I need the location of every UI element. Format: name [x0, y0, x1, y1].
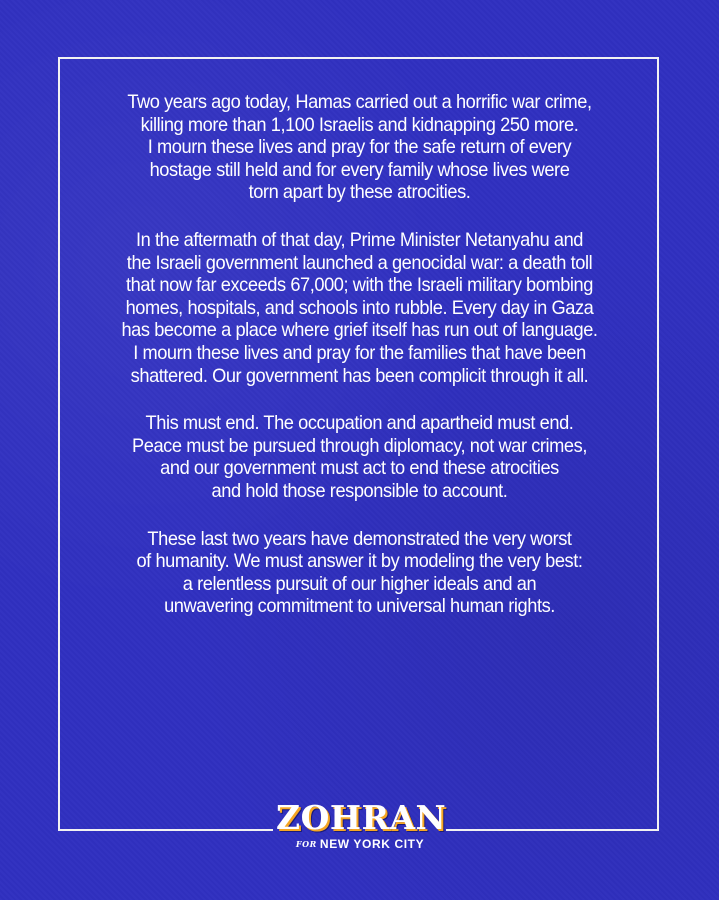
logo-tagline — [276, 837, 444, 851]
paragraph-line: and hold those responsible to account. — [211, 480, 508, 502]
paragraph-line: Two years ago today, Hamas carried out a horrific war crime, — [127, 92, 592, 113]
paragraph-line: unwavering commitment to universal human rights. — [164, 596, 555, 618]
paragraph-line: homes, hospitals, and schools into rubble. Every day in Gaza — [125, 297, 594, 319]
paragraph-line: Peace must be pursued through diplomacy, not war crimes, — [132, 435, 587, 457]
paragraph-line: has become a place where grief itself has run out of language. — [121, 320, 598, 342]
paragraph-4 — [84, 529, 634, 619]
paragraph-1 — [84, 92, 634, 205]
statement-body — [70, 92, 649, 644]
paragraph-line: killing more than 1,100 Israelis and kidnapping 250 more. — [140, 114, 579, 136]
logo-city: NEW YORK CITY — [319, 837, 425, 851]
paragraph-line: of humanity. We must answer it by modeling the very best: — [136, 551, 583, 573]
paragraph-line: that now far exceeds 67,000; with the Israeli military bombing — [126, 275, 593, 297]
logo-for-text: FOR — [295, 839, 317, 849]
frame-bottom-left-rule — [58, 829, 273, 831]
campaign-logo — [276, 798, 447, 861]
paragraph-line: shattered. Our government has been complicit through it all. — [130, 365, 589, 387]
paragraph-line: I mourn these lives and pray for the safe return of every — [147, 137, 572, 159]
frame-bottom-right-rule — [446, 829, 659, 831]
paragraph-3 — [84, 413, 634, 503]
paragraph-line: a relentless pursuit of our higher ideals and an — [182, 573, 537, 595]
paragraph-line: I mourn these lives and pray for the families that have been — [133, 342, 586, 364]
paragraph-line: This must end. The occupation and apartheid must end. — [145, 413, 574, 435]
paragraph-2 — [84, 230, 634, 388]
logo-name: ZOHRAN — [276, 798, 447, 837]
paragraph-line: In the aftermath of that day, Prime Minister Netanyahu and — [135, 229, 584, 251]
paragraph-line: the Israeli government launched a genocidal war: a death toll — [126, 252, 593, 274]
paragraph-line: and our government must act to end these atrocities — [160, 458, 559, 480]
paragraph-line: torn apart by these atrocities. — [248, 182, 471, 204]
paragraph-line: These last two years have demonstrated the very worst — [147, 528, 572, 550]
paragraph-line: hostage still held and for every family whose lives were — [149, 159, 570, 181]
